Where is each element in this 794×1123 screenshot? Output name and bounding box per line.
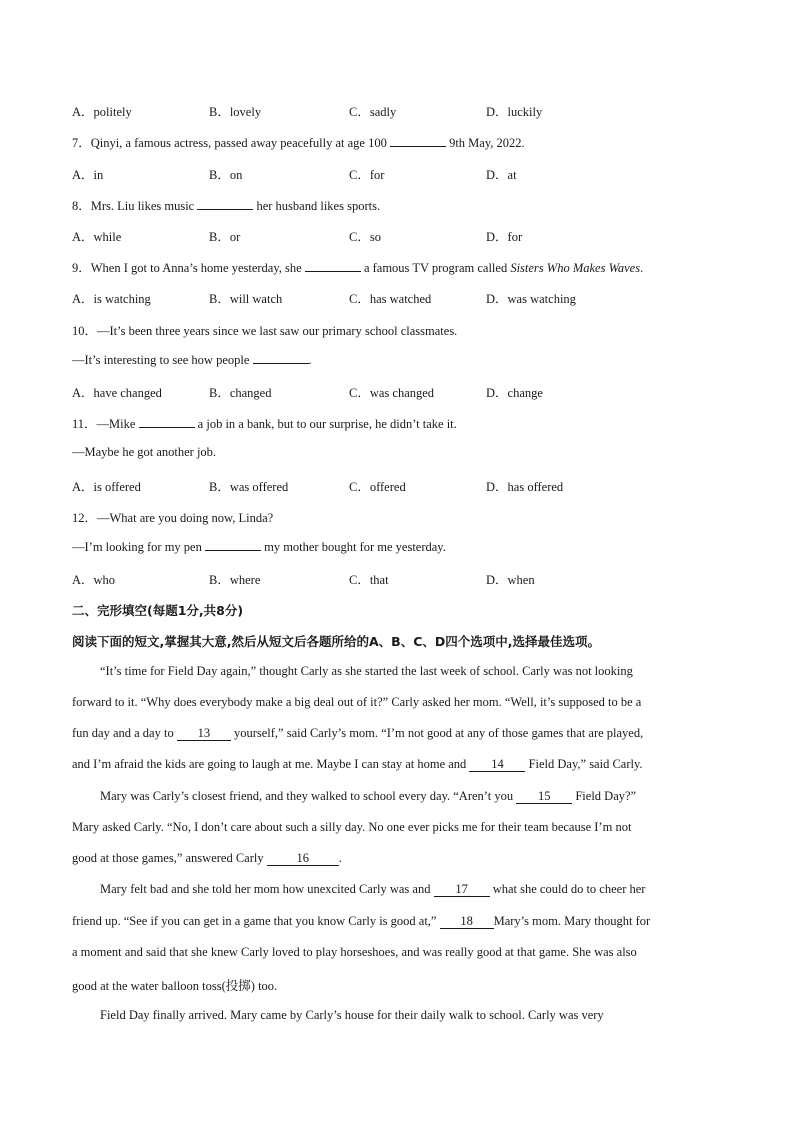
q6-option-d[interactable]: D．luckily [486, 105, 543, 119]
passage-line: Mary was Carly’s closest friend, and they walked to school every day. “Aren’t you 15 Field Day?” [100, 789, 637, 803]
program-title: Sisters Who Makes Waves [510, 261, 641, 275]
q8-option-b[interactable]: B．or [209, 230, 241, 244]
q11-option-c[interactable]: C．offered [349, 480, 406, 494]
answer-blank [253, 352, 309, 364]
q9-option-a[interactable]: A．is watching [72, 292, 151, 306]
q6-option-a[interactable]: A．politely [72, 105, 132, 119]
cloze-blank-13[interactable]: 13 [177, 726, 231, 741]
q10-option-a[interactable]: A．have changed [72, 386, 162, 400]
q9-options [72, 289, 732, 307]
q8-option-c[interactable]: C．so [349, 230, 381, 244]
q11-line2: —Maybe he got another job. [72, 445, 217, 459]
cloze-blank-15[interactable]: 15 [516, 789, 572, 804]
q11-option-b[interactable]: B．was offered [209, 480, 289, 494]
q8-option-a[interactable]: A．while [72, 230, 122, 244]
q10-line2: —It’s interesting to see how people . [72, 353, 312, 367]
answer-blank [390, 135, 446, 147]
section-heading: 二、完形填空(每题1分,共8分) [72, 603, 244, 618]
q9-stem: 9．When I got to Anna’s home yesterday, she a famous TV program called Sisters Who Makes Waves. [72, 261, 644, 275]
q12-option-c[interactable]: C．that [349, 573, 389, 587]
answer-blank [205, 539, 261, 551]
q12-options [72, 570, 732, 588]
q9-option-c[interactable]: C．has watched [349, 292, 432, 306]
q12-option-d[interactable]: D．when [486, 573, 535, 587]
q12-option-b[interactable]: B．where [209, 573, 261, 587]
passage-line: Mary asked Carly. “No, I don’t care about such a silly day. No one ever picks me for their team because I’m not [72, 820, 632, 834]
cloze-blank-14[interactable]: 14 [469, 757, 525, 772]
cloze-blank-17[interactable]: 17 [434, 882, 490, 897]
answer-blank [305, 260, 361, 272]
q9-option-d[interactable]: D．was watching [486, 292, 576, 306]
passage-line: “It’s time for Field Day again,” thought Carly as she started the last week of school. Carly was not looking [100, 664, 633, 678]
passage-line: a moment and said that she knew Carly loved to play horseshoes, and was really good at that game. She was also [72, 945, 637, 959]
q12-option-a[interactable]: A．who [72, 573, 116, 587]
answer-blank [197, 198, 253, 210]
answer-blank [139, 416, 195, 428]
q10-options [72, 383, 732, 401]
q7-option-a[interactable]: A．in [72, 168, 104, 182]
q12-line1: 12．—What are you doing now, Linda? [72, 511, 274, 525]
cloze-blank-18[interactable]: 18 [440, 914, 494, 929]
q9-option-b[interactable]: B．will watch [209, 292, 283, 306]
passage-line: friend up. “See if you can get in a game that you know Carly is good at,” 18 Mary’s mom. Mary thought for [72, 914, 651, 928]
q10-option-b[interactable]: B．changed [209, 386, 272, 400]
q7-stem: 7．Qinyi, a famous actress, passed away peacefully at age 100 9th May, 2022. [72, 136, 525, 150]
passage-line: and I’m afraid the kids are going to laugh at me. Maybe I can stay at home and 14 Field Day,” said Carly. [72, 757, 643, 771]
q8-option-d[interactable]: D．for [486, 230, 523, 244]
passage-line: Mary felt bad and she told her mom how unexcited Carly was and 17 what she could do to cheer her [100, 882, 646, 896]
q8-options [72, 227, 732, 245]
q11-options [72, 477, 732, 495]
q11-option-a[interactable]: A．is offered [72, 480, 141, 494]
q6-option-b[interactable]: B．lovely [209, 105, 262, 119]
q8-stem: 8．Mrs. Liu likes music her husband likes sports. [72, 199, 381, 213]
cloze-blank-16[interactable]: 16 [267, 851, 339, 866]
q10-option-d[interactable]: D．change [486, 386, 543, 400]
passage-line: Field Day finally arrived. Mary came by Carly’s house for their daily walk to school. Carly was very [100, 1008, 604, 1022]
passage-line: forward to it. “Why does everybody make a big deal out of it?” Carly asked her mom. “Well, it’s supposed to be a [72, 695, 642, 709]
q10-line1: 10．—It’s been three years since we last saw our primary school classmates. [72, 324, 458, 338]
q6-options [72, 102, 732, 120]
section-instruction: 阅读下面的短文,掌握其大意,然后从短文后各题所给的A、B、C、D四个选项中,选择最佳选项。 [72, 634, 600, 649]
q6-option-c[interactable]: C．sadly [349, 105, 397, 119]
q11-line1: 11．—Mike a job in a bank, but to our surprise, he didn’t take it. [72, 417, 457, 431]
q7-option-b[interactable]: B．on [209, 168, 243, 182]
q10-option-c[interactable]: C．was changed [349, 386, 435, 400]
q7-option-c[interactable]: C．for [349, 168, 385, 182]
q12-line2: —I’m looking for my pen my mother bought for me yesterday. [72, 540, 446, 554]
passage-line: good at those games,” answered Carly 16 . [72, 851, 342, 865]
passage-line: good at the water balloon toss(投掷) too. [72, 979, 278, 993]
q11-option-d[interactable]: D．has offered [486, 480, 564, 494]
q7-options [72, 165, 732, 183]
q7-option-d[interactable]: D．at [486, 168, 517, 182]
passage-line: fun day and a day to 13 yourself,” said Carly’s mom. “I’m not good at any of those games that are played, [72, 726, 644, 740]
